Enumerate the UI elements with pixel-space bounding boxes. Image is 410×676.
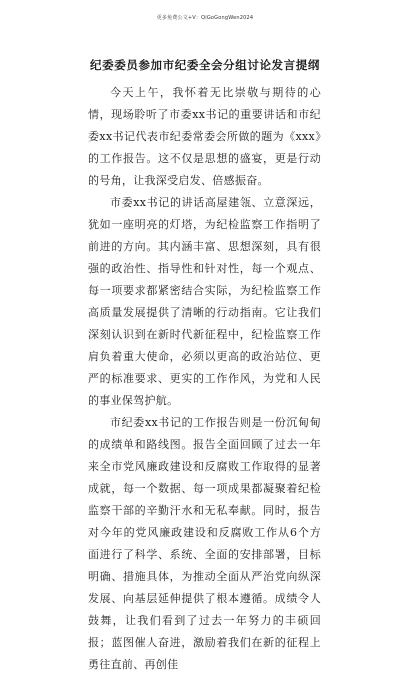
document-body [88,82,321,676]
paragraph-1: 今天上午，我怀着无比崇敬与期待的心情，现场聆听了市委xx书记的重要讲话和市纪委xx书记代表市纪委常委会所做的题为《xxx》的工作报告。这不仅是思想的盛宴，更是行动的号角，让我深受启发、倍感振奋。 [88,86,321,187]
document-title: 纪委委员参加市纪委全会分组讨论发言提纲 [90,58,320,72]
paragraph-2: 市委xx书记的讲话高屋建瓴、立意深远，犹如一座明亮的灯塔，为纪检监察工作指明了前进的方向。其内涵丰富、思想深刻，具有很强的政治性、指导性和针对性，每一个观点、每一项要求都紧密结合实际，为纪检监察工作高质量发展提供了清晰的行动指南。它让我们深刻认识到在新时代新征程中，纪检监察工作肩负着重大使命，必须以更高的政治站位、更严的标准要求、更实的工作作风，为党和人民的事业保驾护航。 [88,196,321,407]
page-header: 更多免费公文+V：QiGoGongWen2024 [156,15,254,21]
paragraph-3: 市纪委xx书记的工作报告则是一份沉甸甸的成绩单和路线图。报告全面回顾了过去一年来全市党风廉政建设和反腐败工作取得的显著成就，每一个数据、每一项成果都凝聚着纪检监察干部的辛勤汗水和无私奉献。同时，报告对今年的党风廉政建设和反腐败工作从6个方面进行了科学、系统、全面的安排部署，目标明确、措施具体，为推动全面从严治党向纵深发展、向基层延伸提供了根本遵循。成绩令人鼓舞，让我们看到了过去一年努力的丰硕回报；蓝图催人奋进，激励着我们在新的征程上勇往直前、再创佳 [88,416,321,671]
